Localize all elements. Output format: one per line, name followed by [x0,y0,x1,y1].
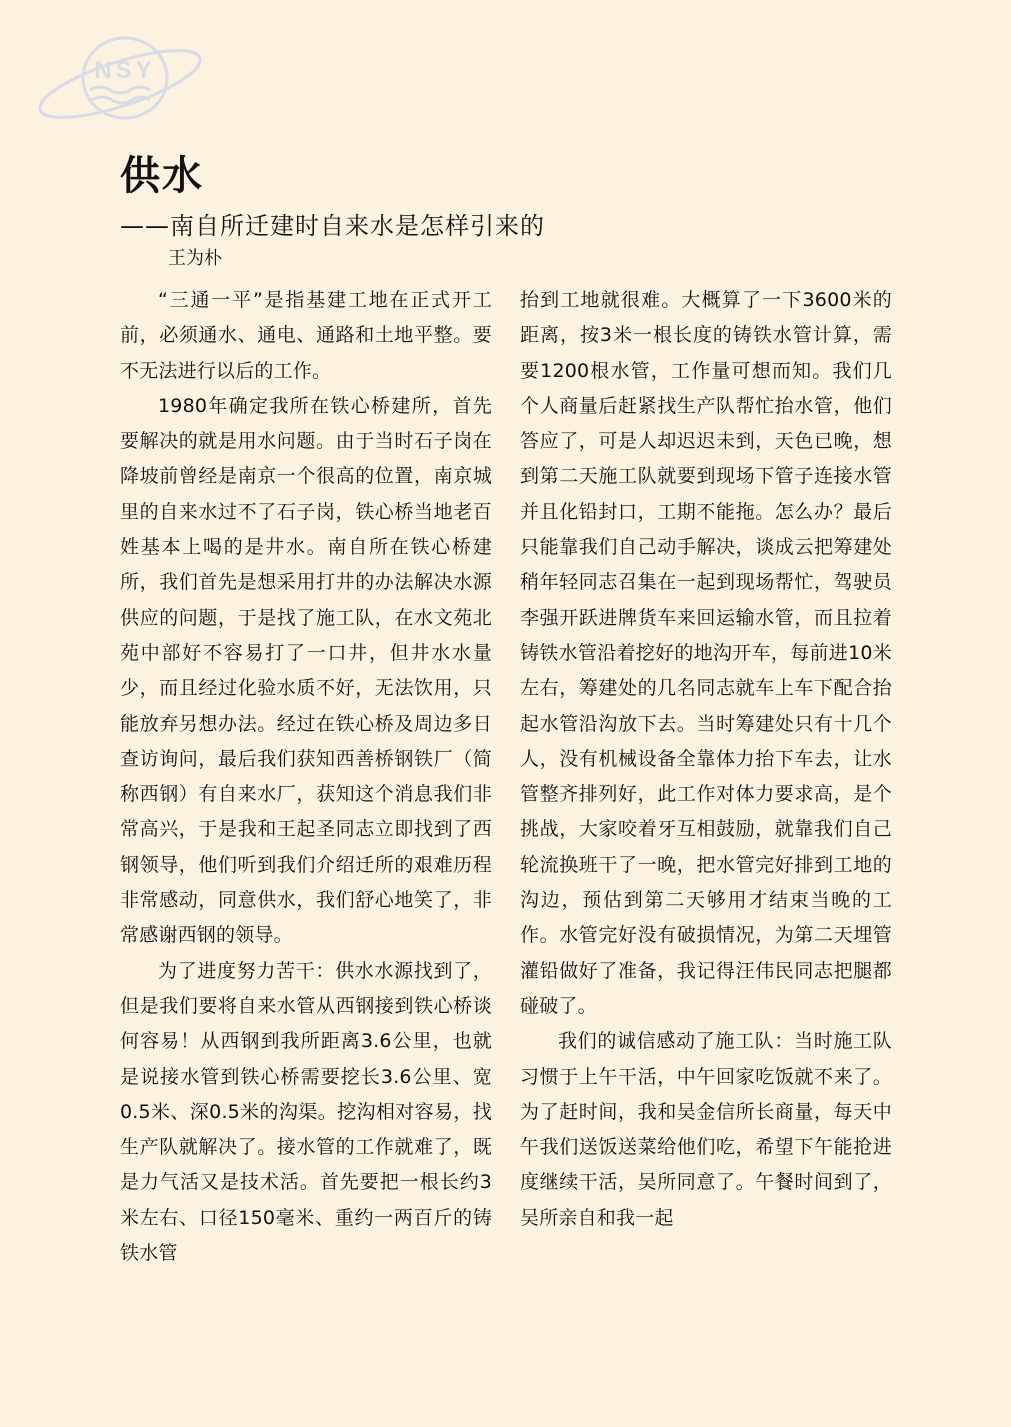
paragraph: 为了进度努力苦干：供水水源找到了，但是我们要将自来水管从西钢接到铁心桥谈何容易！从西钢到我所距离3.6公里，也就是说接水管到铁心桥需要挖长3.6公里、宽0.5米、深0.5米的沟渠。挖沟相对容易，找生产队就解决了。接水管的工作就难了，既是力气活又是技术活。首先要把一根长约3米左右、口径150毫米、重约一两百斤的铸铁水管 [120,959,492,1265]
nsy-logo-icon [30,28,220,128]
article-title: 供水 [120,153,204,199]
logo-text: NSY [94,57,156,84]
article-author: 王为朴 [168,248,222,269]
paragraph: “三通一平”是指基建工地在正式开工前，必须通水、通电、通路和土地平整。要不无法进行以后的工作。 [120,289,492,382]
paragraph: 抬到工地就很难。大概算了一下3600米的距离，按3米一根长度的铸铁水管计算，需要1200根水管，工作量可想而知。我们几个人商量后赶紧找生产队帮忙抬水管，他们答应了，可是人却迟迟未到，天色已晚，想到第二天施工队就要到现场下管子连接水管并且化铅封口，工期不能拖。怎么办？最后只能靠我们自己动手解决，谈成云把筹建处稍年轻同志召集在一起到现场帮忙，驾驶员李强开跃进牌货车来回运输水管，而且拉着铸铁水管沿着挖好的地沟开车，每前进10米左右，筹建处的几名同志就车上车下配合抬起水管沿沟放下去。当时筹建处只有十几个人，没有机械设备全靠体力抬下车去，让水管整齐排列好，此工作对体力要求高，是个挑战，大家咬着牙互相鼓励，就靠我们自己轮流换班干了一晚，把水管完好排到工地的沟边，预估到第二天够用才结束当晚的工作。水管完好没有破损情况，为第二天埋管灌铅做好了准备，我记得汪伟民同志把腿都碰破了。 [520,289,892,1017]
left-column [120,283,492,1271]
right-column [520,283,892,1236]
paragraph: 我们的诚信感动了施工队：当时施工队习惯于上午干活，中午回家吃饭就不来了。为了赶时间，我和吴金信所长商量，每天中午我们送饭送菜给他们吃，希望下午能抢进度继续干活，吴所同意了。午餐时间到了，吴所亲自和我一起 [520,1030,892,1229]
article-subtitle: ——南自所迁建时自来水是怎样引来的 [120,212,545,240]
paragraph: 1980年确定我所在铁心桥建所，首先要解决的就是用水问题。由于当时石子岗在降坡前曾经是南京一个很高的位置，南京城里的自来水过不了石子岗，铁心桥当地老百姓基本上喝的是井水。南自所在铁心桥建所，我们首先是想采用打井的办法解决水源供应的问题，于是找了施工队，在水文苑北苑中部好不容易打了一口井，但井水水量少，而且经过化验水质不好，无法饮用，只能放弃另想办法。经过在铁心桥及周边多日查访询问，最后我们获知西善桥钢铁厂（简称西钢）有自来水厂，获知这个消息我们非常高兴，于是我和王起圣同志立即找到了西钢领导，他们听到我们介绍迁所的艰难历程非常感动，同意供水，我们舒心地笑了，非常感谢西钢的领导。 [120,394,492,947]
